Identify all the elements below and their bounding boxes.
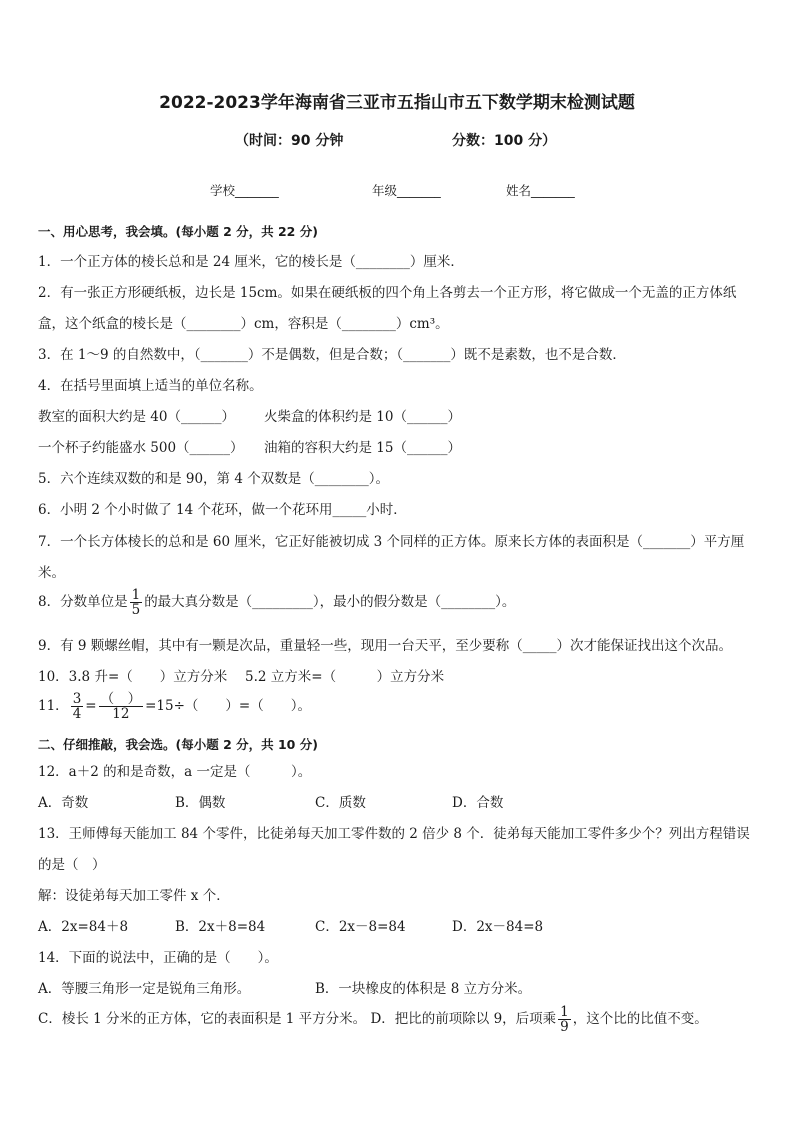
question-5: 5．六个连续双数的和是 90，第 4 个双数是（________）。 [38,471,389,487]
question-4-item-d: 油箱的容积大约是 15（______） [264,440,461,456]
fraction-numerator: （ ） [100,691,142,707]
question-13-option-a: A．2x=84＋8 [38,919,129,935]
question-8-suffix: 的最大真分数是（_________），最小的假分数是（________）。 [144,594,516,611]
question-14-option-a: A．等腰三角形一定是锐角三角形。 [38,981,251,997]
school-field: 学校_______ [210,183,279,198]
section2-heading: 二、仔细推敲，我会选。(每小题 2 分，共 10 分) [38,737,318,752]
question-4: 4．在括号里面填上适当的单位名称。 [38,378,263,394]
question-10: 10．3.8 升=（ ）立方分米 5.2 立方米=（ ）立方分米 [38,669,445,685]
question-13-line1: 13．王师傅每天能加工 84 个零件，比徒弟每天加工零件数的 2 倍少 8 个．徒弟每天能加工零件多少个？列出方程错误 [38,826,750,842]
question-14-options-cd [38,1005,708,1034]
question-8-prefix: 8．分数单位是 [38,594,128,611]
question-9: 9．有 9 颗螺丝帽，其中有一颗是次品，重量轻一些，现用一台天平，至少要称（_____）次才能保证找出这个次品。 [38,638,733,654]
question-4-item-a: 教室的面积大约是 40（______） [38,409,235,425]
question-11-suffix: =15÷（ ）=（ ）。 [145,698,311,715]
equals-sign: = [85,698,97,715]
question-1: 1．一个正方体的棱长总和是 24 厘米，它的棱长是（________）厘米． [38,254,464,270]
question-12: 12．a＋2 的和是奇数，a 一定是（ ）。 [38,764,312,780]
exam-title: 2022-2023学年海南省三亚市五指山市五下数学期末检测试题 [159,93,635,113]
fraction-numerator: 3 [72,691,82,707]
question-14-cd-prefix: C．棱长 1 分米的正方体，它的表面积是 1 平方分米。 D．把比的前项除以 9，后项乘 [38,1011,557,1028]
fraction-numerator: 1 [131,587,141,603]
fraction-one-fifth [130,588,143,617]
exam-score: 分数：100 分） [452,133,557,149]
question-11-prefix: 11． [38,698,69,715]
question-12-option-d: D．合数 [452,795,504,811]
question-13-line2: 的是（ ） [38,857,106,873]
question-3: 3．在 1～9 的自然数中，（_______）不是偶数，但是合数；（_______）既不是素数，也不是合数． [38,347,626,363]
question-2-line1: 2．有一张正方形硬纸板，边长是 15cm。如果在硬纸板的四个角上各剪去一个正方形，将它做成一个无盖的正方体纸 [38,285,737,301]
question-12-option-b: B．偶数 [175,795,226,811]
question-4-item-b: 火柴盒的体积约是 10（______） [264,409,461,425]
question-6: 6．小明 2 个小时做了 14 个花环，做一个花环用_____小时． [38,502,407,518]
fraction-three-quarters [71,692,84,721]
question-12-option-c: C．质数 [315,795,366,811]
fraction-denominator: 4 [72,706,82,723]
question-14-option-b: B．一块橡皮的体积是 8 立方分米。 [315,981,532,997]
question-8 [38,588,515,617]
question-4-item-c: 一个杯子约能盛水 500（______） [38,440,244,456]
question-7-line2: 米。 [38,565,65,581]
question-13-option-d: D．2x－84=8 [452,919,544,935]
question-14-cd-suffix: ，这个比的比值不变。 [572,1011,708,1028]
fraction-blank-twelfths [99,692,144,721]
question-2-line2: 盒，这个纸盒的棱长是（________）cm，容积是（________）cm³。 [38,316,449,332]
fraction-denominator: 12 [112,706,130,723]
question-13-option-c: C．2x－8=84 [315,919,406,935]
question-7-line1: 7．一个长方体棱长的总和是 60 厘米，它正好能被切成 3 个同样的正方体。原来长方体的表面积是（_______）平方厘 [38,534,745,550]
question-13-option-b: B．2x＋8=84 [175,919,266,935]
grade-field: 年级_______ [372,183,441,198]
fraction-numerator: 1 [560,1004,569,1020]
question-13-solution: 解：设徒弟每天加工零件 x 个． [38,888,230,904]
exam-time: （时间：90 分钟 [235,133,344,149]
fraction-denominator: 5 [131,602,141,619]
section1-heading: 一、用心思考，我会填。(每小题 2 分，共 22 分) [38,224,318,239]
name-field: 姓名_______ [506,183,575,198]
question-11 [38,692,311,721]
question-12-option-a: A．奇数 [38,795,89,811]
fraction-denominator: 9 [560,1019,569,1036]
fraction-one-ninth [558,1005,571,1034]
question-14: 14．下面的说法中，正确的是（ ）。 [38,950,278,966]
